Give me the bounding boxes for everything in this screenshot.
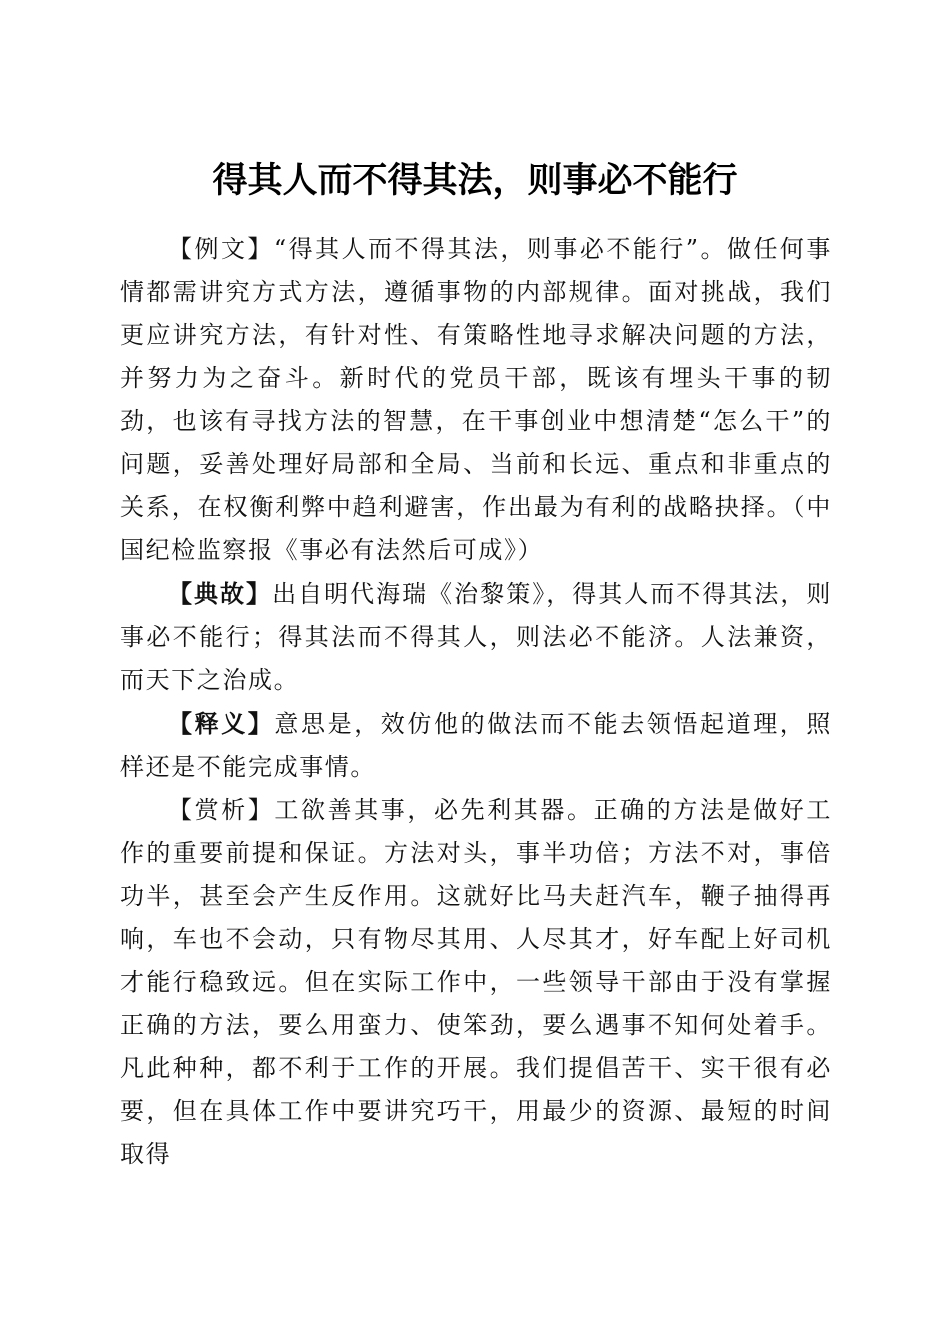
paragraph-text: 工欲善其事，必先利其器。正确的方法是做好工作的重要前提和保证。方法对头，事半功倍；方法不对，事倍功半，甚至会产生反作用。这就好比马夫赶汽车，鞭子抽得再响，车也不会动，只有物尽其用、人尽其才，好车配上好司机才能行稳致远。但在实际工作中，一些领导干部由于没有掌握正确的方法，要么用蛮力、使笨劲，要么遇事不知何处着手。凡此种种，都不利于工作的开展。我们提倡苦干、实干很有必要，但在具体工作中要讲究巧干，用最少的资源、最短的时间取得 (120, 796, 832, 1168)
paragraph-tag: 【赏析】 (168, 796, 275, 824)
paragraph-allusion (120, 572, 832, 702)
paragraph-tag: 【例文】 (168, 235, 274, 263)
paragraph-meaning (120, 702, 832, 789)
paragraph-tag: 【释义】 (168, 709, 275, 738)
paragraph-appreciation (120, 789, 832, 1176)
paragraph-text: 意思是，效仿他的做法而不能去领悟起道理，照样还是不能完成事情。 (120, 710, 832, 781)
paragraph-text: “得其人而不得其法，则事必不能行”。做任何事情都需讲究方式方法，遵循事物的内部规律。面对挑战，我们更应讲究方法，有针对性、有策略性地寻求解决问题的方法，并努力为之奋斗。新时代的党员干部，既该有埋头干事的韧劲，也该有寻找方法的智慧，在干事创业中想清楚“怎么干”的问题，妥善处理好局部和全局、当前和长远、重点和非重点的关系，在权衡利弊中趋利避害，作出最为有利的战略抉择。（中国纪检监察报《事必有法然后可成》） (120, 235, 832, 564)
paragraph-example (120, 228, 832, 572)
document-title: 得其人而不得其法，则事必不能行 (212, 161, 738, 202)
paragraph-text: 出自明代海瑞《治黎策》，得其人而不得其法，则事必不能行；得其法而不得其人，则法必不能济。人法兼资，而天下之治成。 (120, 580, 832, 694)
document-body (120, 228, 832, 1176)
paragraph-tag: 【典故】 (168, 579, 273, 608)
